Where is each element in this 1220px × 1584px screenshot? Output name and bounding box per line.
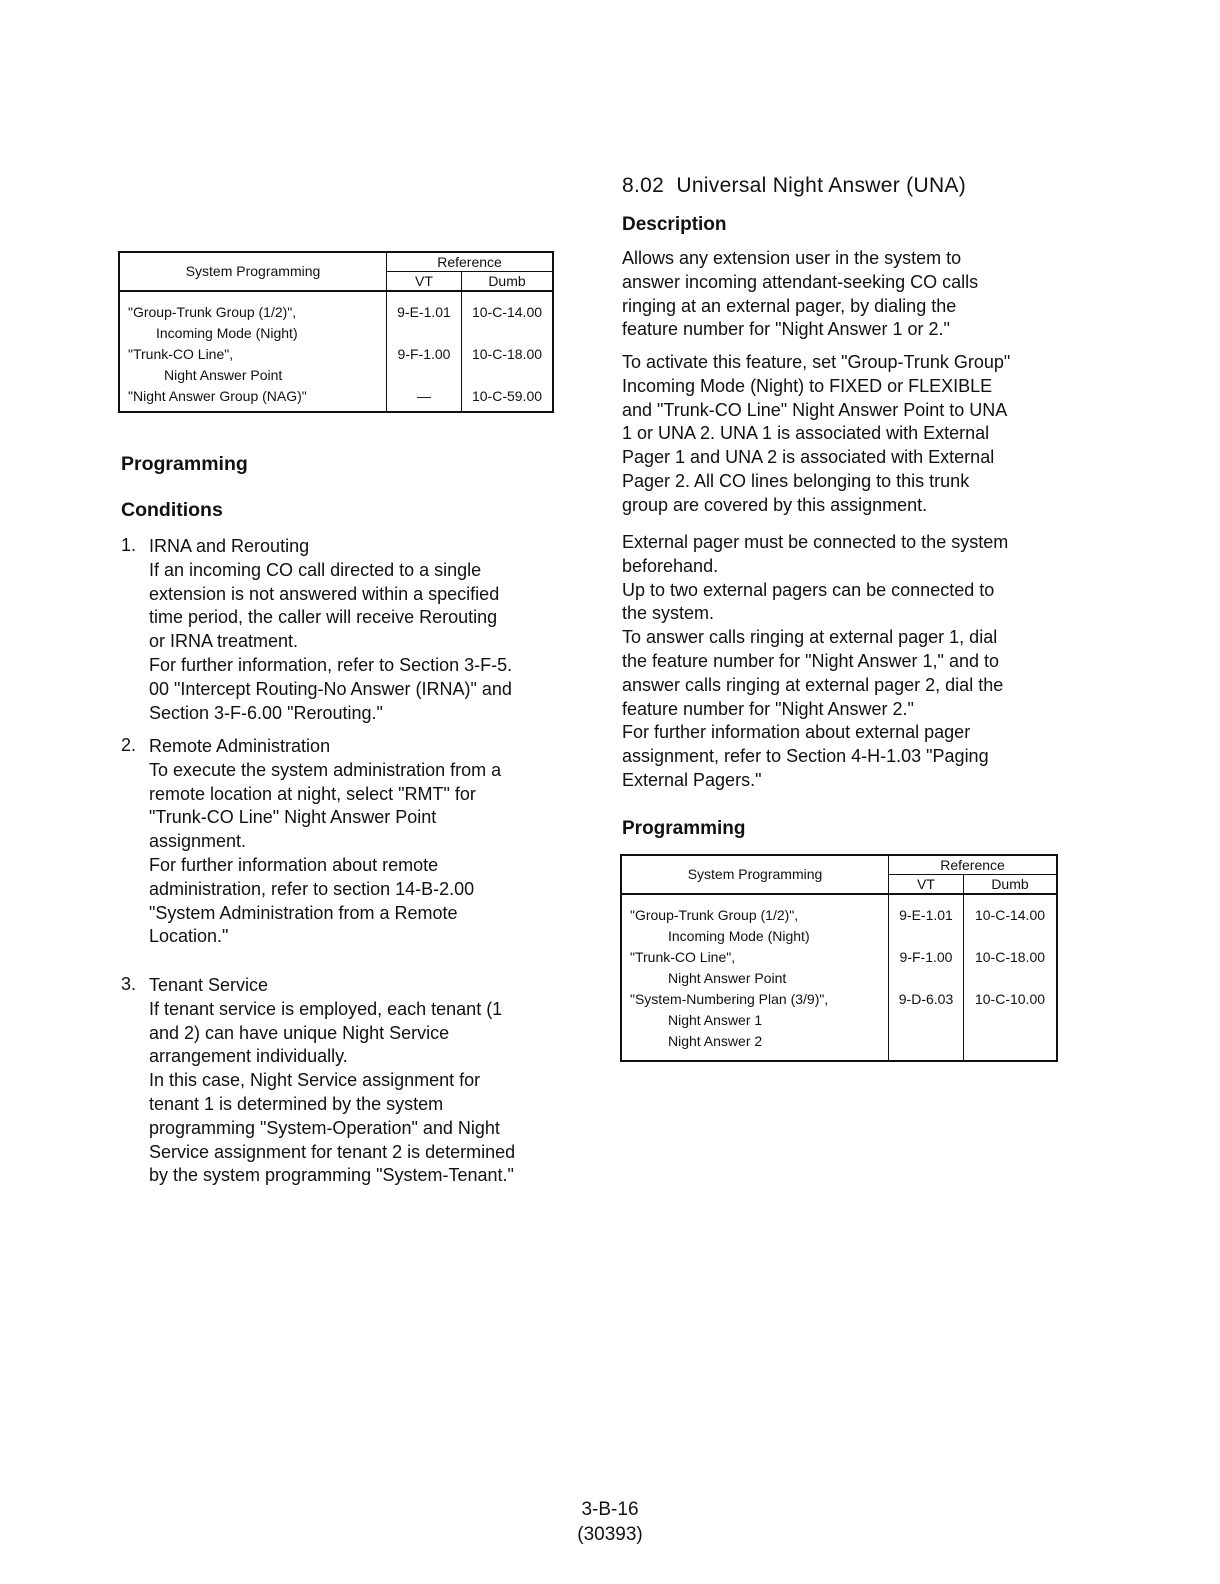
right-table-header-system: System Programming xyxy=(621,855,889,894)
left-row1-dumb: 10-C-14.00 xyxy=(471,304,543,320)
conditions-heading: Conditions xyxy=(121,499,223,521)
condition-2-line: administration, refer to section 14-B-2.00 xyxy=(149,878,475,899)
condition-1-line: For further information, refer to Section 3-F-5. xyxy=(149,654,513,675)
paragraph-line: group are covered by this assignment. xyxy=(622,494,928,515)
condition-3-line: by the system programming "System-Tenant." xyxy=(149,1165,514,1186)
paragraph-line: and "Trunk-CO Line" Night Answer Point to UNA xyxy=(622,399,1008,420)
paragraph-line: Incoming Mode (Night) to FIXED or FLEXIBLE xyxy=(622,375,993,396)
table-row xyxy=(119,291,553,344)
paragraph-line: the system. xyxy=(622,603,715,624)
condition-2 xyxy=(149,735,569,949)
condition-2-number: 2. xyxy=(121,735,137,755)
condition-2-title: Remote Administration xyxy=(149,736,331,756)
condition-1-line: extension is not answered within a specified xyxy=(149,583,500,604)
right-programming-heading: Programming xyxy=(622,818,746,839)
paragraph-line: Pager 1 and UNA 2 is associated with External xyxy=(622,447,995,468)
paragraph-line: To activate this feature, set "Group-Trunk Group" xyxy=(622,352,1011,372)
right-row1-vt: 9-E-1.01 xyxy=(889,894,964,947)
left-row2-sub: Night Answer Point xyxy=(164,367,283,383)
document-code: (30393) xyxy=(577,1524,643,1545)
right-reference-table xyxy=(620,854,1058,1062)
section-title-text: Universal Night Answer (UNA) xyxy=(676,174,967,197)
description-heading: Description xyxy=(622,214,727,235)
description-paragraph-2 xyxy=(622,351,1072,518)
condition-3-line: and 2) can have unique Night Service xyxy=(149,1022,450,1043)
left-table-header-vt: VT xyxy=(387,272,462,292)
right-row3-sub: Night Answer 2 xyxy=(668,1033,763,1049)
paragraph-line: feature number for "Night Answer 2." xyxy=(622,698,914,719)
left-row1-item: "Group-Trunk Group (1/2)", xyxy=(128,304,297,320)
description-paragraph-3 xyxy=(622,531,1072,793)
paragraph-line: For further information about external pager xyxy=(622,722,971,743)
section-title xyxy=(622,174,966,198)
paragraph-line: answer calls ringing at external pager 2, dial the xyxy=(622,674,1004,695)
paragraph-line: External Pagers." xyxy=(622,769,762,790)
condition-3-line: If tenant service is employed, each tenant (1 xyxy=(149,998,503,1019)
right-row3-vt: 9-D-6.03 xyxy=(889,989,964,1061)
condition-3-line: arrangement individually. xyxy=(149,1046,348,1067)
right-row1-sub: Incoming Mode (Night) xyxy=(668,928,810,944)
table-row xyxy=(621,894,1057,947)
condition-1-line: If an incoming CO call directed to a single xyxy=(149,559,482,580)
condition-1-line: 00 "Intercept Routing-No Answer (IRNA)" and xyxy=(149,678,512,699)
paragraph-line: ringing at an external pager, by dialing the xyxy=(622,295,957,316)
paragraph-line: assignment, refer to Section 4-H-1.03 "Paging xyxy=(622,746,989,767)
table-row xyxy=(621,989,1057,1061)
paragraph-line: External pager must be connected to the system xyxy=(622,532,1009,552)
left-programming-heading: Programming xyxy=(121,453,248,475)
condition-3 xyxy=(149,974,569,1188)
left-row3-dumb: 10-C-59.00 xyxy=(471,388,543,404)
left-reference-table xyxy=(118,251,554,413)
right-row3-dumb: 10-C-10.00 xyxy=(974,991,1046,1007)
condition-2-line: To execute the system administration from a xyxy=(149,759,502,780)
right-table-header-vt: VT xyxy=(889,875,964,895)
left-row3-item: "Night Answer Group (NAG)" xyxy=(128,388,307,404)
condition-1-line: Section 3-F-6.00 "Rerouting." xyxy=(149,702,383,723)
paragraph-line: answer incoming attendant-seeking CO calls xyxy=(622,271,979,292)
condition-2-line: remote location at night, select "RMT" for xyxy=(149,783,476,804)
condition-3-title: Tenant Service xyxy=(149,975,269,995)
right-row3-item: "System-Numbering Plan (3/9)", xyxy=(630,991,829,1007)
page-number: 3-B-16 xyxy=(581,1499,639,1520)
left-row1-sub: Incoming Mode (Night) xyxy=(156,325,298,341)
condition-3-line: tenant 1 is determined by the system xyxy=(149,1093,444,1114)
left-table-header-reference: Reference xyxy=(387,252,554,272)
condition-2-line: "System Administration from a Remote xyxy=(149,902,458,923)
paragraph-line: 1 or UNA 2. UNA 1 is associated with External xyxy=(622,423,990,444)
condition-2-line: Location." xyxy=(149,926,229,947)
condition-2-line: assignment. xyxy=(149,831,247,852)
table-row xyxy=(119,386,553,412)
condition-3-line: In this case, Night Service assignment for xyxy=(149,1070,481,1091)
left-row2-item: "Trunk-CO Line", xyxy=(128,346,234,362)
left-row2-vt: 9-F-1.00 xyxy=(387,344,462,386)
left-table-header-dumb: Dumb xyxy=(462,272,554,292)
section-number: 8.02 xyxy=(622,174,665,197)
condition-3-line: Service assignment for tenant 2 is determined xyxy=(149,1141,516,1162)
paragraph-line: feature number for "Night Answer 1 or 2." xyxy=(622,319,950,340)
condition-1-title: IRNA and Rerouting xyxy=(149,536,310,556)
left-row3-vt: — xyxy=(387,386,462,412)
condition-2-line: "Trunk-CO Line" Night Answer Point xyxy=(149,807,437,828)
right-row2-vt: 9-F-1.00 xyxy=(889,947,964,989)
paragraph-line: Allows any extension user in the system to xyxy=(622,248,962,268)
right-row2-item: "Trunk-CO Line", xyxy=(630,949,736,965)
condition-2-line: For further information about remote xyxy=(149,854,439,875)
description-paragraph-1 xyxy=(622,247,1072,342)
table-row xyxy=(119,344,553,386)
paragraph-line: Pager 2. All CO lines belonging to this trunk xyxy=(622,470,970,491)
condition-1-number: 1. xyxy=(121,535,137,555)
right-table-header-reference: Reference xyxy=(889,855,1058,875)
left-row1-vt: 9-E-1.01 xyxy=(387,291,462,344)
right-table-header-dumb: Dumb xyxy=(964,875,1058,895)
condition-1 xyxy=(149,535,569,725)
paragraph-line: To answer calls ringing at external pager 1, dial xyxy=(622,627,998,648)
condition-1-line: time period, the caller will receive Rerouting xyxy=(149,607,498,628)
paragraph-line: the feature number for "Night Answer 1," and to xyxy=(622,650,999,671)
right-row1-item: "Group-Trunk Group (1/2)", xyxy=(630,907,799,923)
right-row2-dumb: 10-C-18.00 xyxy=(974,949,1046,965)
paragraph-line: beforehand. xyxy=(622,555,719,576)
right-row3-sub: Night Answer 1 xyxy=(668,1012,763,1028)
left-row2-dumb: 10-C-18.00 xyxy=(471,346,543,362)
paragraph-line: Up to two external pagers can be connected to xyxy=(622,579,995,600)
left-table-header-system: System Programming xyxy=(119,252,387,291)
condition-3-number: 3. xyxy=(121,974,137,994)
right-row1-dumb: 10-C-14.00 xyxy=(974,907,1046,923)
condition-3-line: programming "System-Operation" and Night xyxy=(149,1117,500,1138)
table-row xyxy=(621,947,1057,989)
condition-1-line: or IRNA treatment. xyxy=(149,631,299,652)
right-row2-sub: Night Answer Point xyxy=(668,970,787,986)
